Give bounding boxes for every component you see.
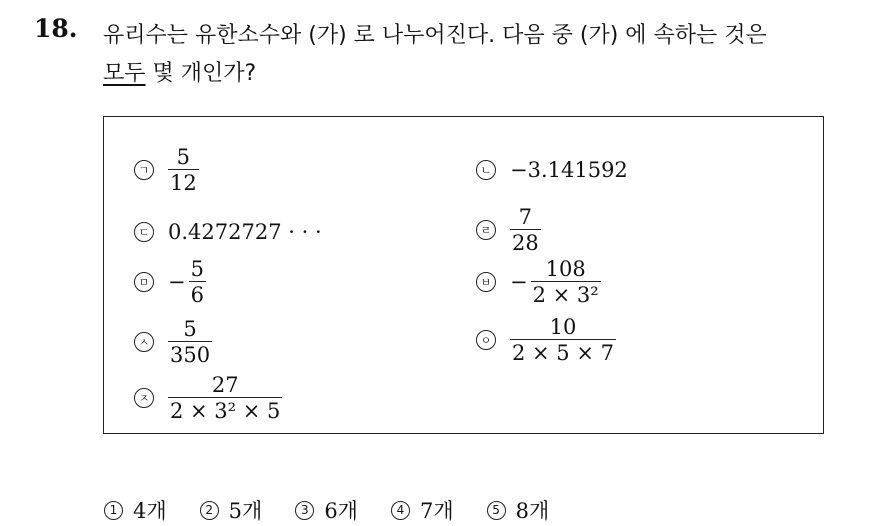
denominator: 2 × 5 × 7 xyxy=(512,341,614,366)
item-digeut xyxy=(134,220,322,244)
fraction xyxy=(510,315,616,365)
choice-text: 8개 xyxy=(515,499,550,523)
denominator: 2 × 3² × 5 xyxy=(170,399,281,424)
item-marker: ㅂ xyxy=(476,272,496,292)
item-rieul xyxy=(476,205,541,255)
item-giyeok xyxy=(134,145,199,195)
numerator: 5 xyxy=(176,145,191,169)
numerator: 10 xyxy=(549,315,577,339)
numerator: 5 xyxy=(183,317,197,341)
fraction xyxy=(510,205,541,255)
item-marker: ㅅ xyxy=(134,332,154,352)
choice-2[interactable] xyxy=(200,495,263,525)
item-bieup xyxy=(476,257,601,307)
fraction xyxy=(531,257,601,307)
choice-5[interactable] xyxy=(487,495,550,525)
answer-choices xyxy=(104,495,582,525)
item-marker: ㅁ xyxy=(134,272,154,292)
numerator: 27 xyxy=(211,373,239,397)
fraction xyxy=(189,257,206,307)
items-box xyxy=(103,116,824,434)
choice-marker: 2 xyxy=(200,501,219,520)
item-marker: ㄷ xyxy=(134,222,154,242)
numerator: 5 xyxy=(190,257,204,281)
choice-text: 4개 xyxy=(133,499,167,523)
item-marker: ㄴ xyxy=(476,160,496,180)
choice-1[interactable] xyxy=(104,495,167,525)
item-ieung xyxy=(476,315,616,365)
item-jieut xyxy=(134,373,282,423)
item-marker: ㅈ xyxy=(134,388,154,408)
item-nieun xyxy=(476,158,628,182)
item-marker: ㄱ xyxy=(134,160,154,180)
item-value: 0.4272727 · · · xyxy=(168,220,322,244)
item-siot xyxy=(134,317,212,367)
item-marker: ㄹ xyxy=(476,220,496,240)
numerator: 108 xyxy=(545,257,586,281)
choice-marker: 1 xyxy=(104,501,123,520)
item-mieum xyxy=(134,257,206,307)
question-text-line2-rest: 몇 개인가? xyxy=(145,61,257,86)
choice-text: 6개 xyxy=(324,499,358,523)
minus-sign: − xyxy=(168,270,186,295)
question-text-line2 xyxy=(103,56,256,87)
item-value: −3.141592 xyxy=(510,158,628,182)
question-number: 18. xyxy=(34,14,78,43)
fraction xyxy=(168,317,212,367)
choice-marker: 3 xyxy=(295,501,314,520)
choice-text: 7개 xyxy=(419,499,454,523)
fraction xyxy=(168,373,282,423)
denominator: 350 xyxy=(170,343,211,368)
choice-text: 5개 xyxy=(228,499,263,523)
choice-3[interactable] xyxy=(295,495,358,525)
choice-4[interactable] xyxy=(391,495,454,525)
numerator: 7 xyxy=(518,205,533,229)
denominator: 28 xyxy=(512,231,539,256)
denominator: 12 xyxy=(170,171,197,196)
underlined-word: 모두 xyxy=(103,61,146,86)
choice-marker: 4 xyxy=(391,501,410,520)
minus-sign: − xyxy=(510,270,528,295)
fraction xyxy=(168,145,199,195)
denominator: 6 xyxy=(190,283,204,308)
choice-marker: 5 xyxy=(487,501,506,520)
question-text-line1: 유리수는 유한소수와 (가) 로 나누어진다. 다음 중 (가) 에 속하는 것은 xyxy=(103,23,767,48)
denominator: 2 × 3² xyxy=(532,283,599,308)
item-marker: ㅇ xyxy=(476,330,496,350)
